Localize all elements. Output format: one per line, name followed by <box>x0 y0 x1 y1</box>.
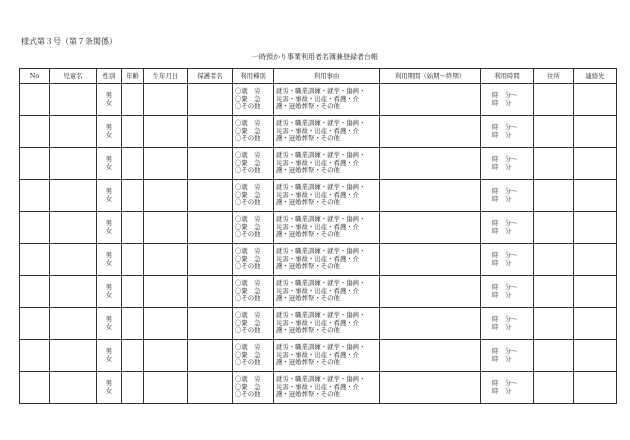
time-end: 時 分 <box>492 130 512 139</box>
cell-use-period[interactable] <box>380 148 481 180</box>
time-end: 時 分 <box>492 258 512 267</box>
cell-use-time[interactable] <box>481 212 534 244</box>
cell-child-name[interactable] <box>50 340 97 372</box>
cell-guardian[interactable] <box>188 276 233 308</box>
sex-female-option: 女 <box>105 194 113 203</box>
type-other-option: 〇その他 <box>235 390 261 399</box>
reason-line-1: 就労・職業訓練・就学・傷病・ <box>276 87 366 96</box>
cell-address[interactable] <box>534 276 574 308</box>
header-use-type: 利用種別 <box>233 69 274 84</box>
reason-line-1: 就労・職業訓練・就学・傷病・ <box>276 375 366 384</box>
cell-sex[interactable] <box>97 148 122 180</box>
cell-guardian[interactable] <box>188 308 233 340</box>
header-birth-date: 生年月日 <box>144 69 188 84</box>
cell-use-period[interactable] <box>380 84 481 116</box>
type-urgent-option: 〇緊 急 <box>235 318 261 327</box>
sex-female-option: 女 <box>105 258 113 267</box>
cell-address[interactable] <box>534 308 574 340</box>
type-urgent-option: 〇緊 急 <box>235 94 261 103</box>
cell-use-time[interactable] <box>481 244 534 276</box>
cell-age[interactable] <box>122 372 144 404</box>
type-work-option: 〇就 労 <box>235 151 261 160</box>
cell-contact[interactable] <box>574 116 617 148</box>
reason-line-3: 護・冠婚葬祭・その他 <box>276 262 340 271</box>
sex-male-option: 男 <box>105 90 113 99</box>
type-other-option: 〇その他 <box>235 198 261 207</box>
time-start: 時 分～ <box>492 122 518 131</box>
cell-birth-date[interactable] <box>144 340 188 372</box>
reason-line-3: 護・冠婚葬祭・その他 <box>276 102 340 111</box>
cell-birth-date[interactable] <box>144 84 188 116</box>
time-end: 時 分 <box>492 290 512 299</box>
cell-guardian[interactable] <box>188 244 233 276</box>
cell-use-reason[interactable] <box>274 116 380 148</box>
sex-female-option: 女 <box>105 386 113 395</box>
type-work-option: 〇就 労 <box>235 87 261 96</box>
cell-guardian[interactable] <box>188 212 233 244</box>
cell-child-name[interactable] <box>50 84 97 116</box>
reason-line-3: 護・冠婚葬祭・その他 <box>276 390 340 399</box>
cell-guardian[interactable] <box>188 116 233 148</box>
type-other-option: 〇その他 <box>235 230 261 239</box>
type-work-option: 〇就 労 <box>235 279 261 288</box>
cell-address[interactable] <box>534 180 574 212</box>
reason-line-1: 就労・職業訓練・就学・傷病・ <box>276 215 366 224</box>
cell-use-reason[interactable] <box>274 148 380 180</box>
cell-address[interactable] <box>534 84 574 116</box>
reason-line-2: 災害・事故・出産・看護・介 <box>276 222 360 231</box>
cell-age[interactable] <box>122 180 144 212</box>
cell-guardian[interactable] <box>188 340 233 372</box>
sex-male-option: 男 <box>105 250 113 259</box>
cell-use-type[interactable] <box>233 212 274 244</box>
registry-table <box>19 68 617 404</box>
cell-no[interactable] <box>20 276 50 308</box>
type-urgent-option: 〇緊 急 <box>235 190 261 199</box>
cell-age[interactable] <box>122 276 144 308</box>
sex-male-option: 男 <box>105 218 113 227</box>
sex-female-option: 女 <box>105 130 113 139</box>
cell-use-period[interactable] <box>380 308 481 340</box>
time-start: 時 分～ <box>492 154 518 163</box>
cell-guardian[interactable] <box>188 180 233 212</box>
reason-line-1: 就労・職業訓練・就学・傷病・ <box>276 279 366 288</box>
time-start: 時 分～ <box>492 282 518 291</box>
time-end: 時 分 <box>492 322 512 331</box>
cell-use-reason[interactable] <box>274 372 380 404</box>
cell-use-period[interactable] <box>380 276 481 308</box>
table-row <box>20 244 617 276</box>
cell-use-reason[interactable] <box>274 212 380 244</box>
cell-age[interactable] <box>122 244 144 276</box>
table-row <box>20 372 617 404</box>
reason-line-2: 災害・事故・出産・看護・介 <box>276 94 360 103</box>
time-start: 時 分～ <box>492 250 518 259</box>
cell-age[interactable] <box>122 308 144 340</box>
cell-birth-date[interactable] <box>144 212 188 244</box>
time-end: 時 分 <box>492 98 512 107</box>
reason-line-1: 就労・職業訓練・就学・傷病・ <box>276 119 366 128</box>
sex-female-option: 女 <box>105 226 113 235</box>
sex-male-option: 男 <box>105 186 113 195</box>
cell-sex[interactable] <box>97 116 122 148</box>
cell-use-type[interactable] <box>233 276 274 308</box>
cell-birth-date[interactable] <box>144 148 188 180</box>
cell-sex[interactable] <box>97 340 122 372</box>
cell-contact[interactable] <box>574 180 617 212</box>
reason-line-1: 就労・職業訓練・就学・傷病・ <box>276 311 366 320</box>
cell-no[interactable] <box>20 116 50 148</box>
reason-line-2: 災害・事故・出産・看護・介 <box>276 318 360 327</box>
reason-line-3: 護・冠婚葬祭・その他 <box>276 198 340 207</box>
time-end: 時 分 <box>492 194 512 203</box>
cell-child-name[interactable] <box>50 276 97 308</box>
cell-use-type[interactable] <box>233 148 274 180</box>
reason-line-2: 災害・事故・出産・看護・介 <box>276 190 360 199</box>
sex-male-option: 男 <box>105 282 113 291</box>
time-start: 時 分～ <box>492 218 518 227</box>
cell-birth-date[interactable] <box>144 308 188 340</box>
cell-address[interactable] <box>534 148 574 180</box>
cell-sex[interactable] <box>97 372 122 404</box>
type-work-option: 〇就 労 <box>235 343 261 352</box>
header-age: 年齢 <box>122 69 144 84</box>
reason-line-1: 就労・職業訓練・就学・傷病・ <box>276 247 366 256</box>
cell-use-type[interactable] <box>233 372 274 404</box>
cell-use-type[interactable] <box>233 116 274 148</box>
cell-child-name[interactable] <box>50 180 97 212</box>
cell-sex[interactable] <box>97 84 122 116</box>
reason-line-2: 災害・事故・出産・看護・介 <box>276 382 360 391</box>
document-title: 一時預かり事業利用者名簿兼登録者台帳 <box>252 53 378 61</box>
form-number: 様式第３号（第７条関係） <box>21 37 117 46</box>
cell-use-time[interactable] <box>481 116 534 148</box>
cell-child-name[interactable] <box>50 212 97 244</box>
cell-sex[interactable] <box>97 244 122 276</box>
type-work-option: 〇就 労 <box>235 119 261 128</box>
cell-age[interactable] <box>122 116 144 148</box>
reason-line-3: 護・冠婚葬祭・その他 <box>276 294 340 303</box>
time-start: 時 分～ <box>492 378 518 387</box>
cell-contact[interactable] <box>574 276 617 308</box>
reason-line-2: 災害・事故・出産・看護・介 <box>276 350 360 359</box>
sex-female-option: 女 <box>105 322 113 331</box>
type-work-option: 〇就 労 <box>235 215 261 224</box>
type-work-option: 〇就 労 <box>235 311 261 320</box>
cell-address[interactable] <box>534 116 574 148</box>
table-row <box>20 116 617 148</box>
reason-line-2: 災害・事故・出産・看護・介 <box>276 158 360 167</box>
type-work-option: 〇就 労 <box>235 183 261 192</box>
cell-use-time[interactable] <box>481 148 534 180</box>
type-other-option: 〇その他 <box>235 102 261 111</box>
cell-birth-date[interactable] <box>144 276 188 308</box>
sex-male-option: 男 <box>105 154 113 163</box>
cell-contact[interactable] <box>574 340 617 372</box>
cell-no[interactable] <box>20 84 50 116</box>
time-start: 時 分～ <box>492 186 518 195</box>
cell-use-reason[interactable] <box>274 340 380 372</box>
cell-child-name[interactable] <box>50 244 97 276</box>
cell-use-type[interactable] <box>233 340 274 372</box>
cell-birth-date[interactable] <box>144 180 188 212</box>
type-urgent-option: 〇緊 急 <box>235 158 261 167</box>
cell-contact[interactable] <box>574 212 617 244</box>
type-urgent-option: 〇緊 急 <box>235 382 261 391</box>
reason-line-1: 就労・職業訓練・就学・傷病・ <box>276 183 366 192</box>
cell-age[interactable] <box>122 212 144 244</box>
cell-child-name[interactable] <box>50 308 97 340</box>
reason-line-1: 就労・職業訓練・就学・傷病・ <box>276 151 366 160</box>
cell-contact[interactable] <box>574 372 617 404</box>
cell-use-time[interactable] <box>481 84 534 116</box>
cell-use-reason[interactable] <box>274 308 380 340</box>
sex-female-option: 女 <box>105 98 113 107</box>
cell-contact[interactable] <box>574 84 617 116</box>
reason-line-2: 災害・事故・出産・看護・介 <box>276 254 360 263</box>
cell-sex[interactable] <box>97 212 122 244</box>
cell-use-time[interactable] <box>481 308 534 340</box>
cell-contact[interactable] <box>574 308 617 340</box>
header-row <box>20 69 617 84</box>
cell-child-name[interactable] <box>50 148 97 180</box>
cell-sex[interactable] <box>97 180 122 212</box>
table-row <box>20 84 617 116</box>
type-other-option: 〇その他 <box>235 358 261 367</box>
header-address: 住所 <box>534 69 574 84</box>
type-urgent-option: 〇緊 急 <box>235 222 261 231</box>
sex-female-option: 女 <box>105 354 113 363</box>
cell-use-type[interactable] <box>233 84 274 116</box>
table-row <box>20 180 617 212</box>
type-urgent-option: 〇緊 急 <box>235 286 261 295</box>
cell-address[interactable] <box>534 372 574 404</box>
cell-no[interactable] <box>20 244 50 276</box>
sex-male-option: 男 <box>105 346 113 355</box>
header-child-name: 児童名 <box>50 69 97 84</box>
header-sex: 性別 <box>97 69 122 84</box>
time-start: 時 分～ <box>492 346 518 355</box>
cell-use-type[interactable] <box>233 180 274 212</box>
type-other-option: 〇その他 <box>235 326 261 335</box>
cell-address[interactable] <box>534 244 574 276</box>
cell-use-time[interactable] <box>481 276 534 308</box>
cell-birth-date[interactable] <box>144 116 188 148</box>
cell-use-reason[interactable] <box>274 244 380 276</box>
reason-line-3: 護・冠婚葬祭・その他 <box>276 166 340 175</box>
header-contact: 連絡先 <box>574 69 617 84</box>
cell-use-period[interactable] <box>380 244 481 276</box>
table-row <box>20 276 617 308</box>
cell-use-time[interactable] <box>481 372 534 404</box>
type-work-option: 〇就 労 <box>235 247 261 256</box>
sex-female-option: 女 <box>105 162 113 171</box>
cell-use-time[interactable] <box>481 340 534 372</box>
cell-age[interactable] <box>122 84 144 116</box>
table-row <box>20 212 617 244</box>
header-no: No <box>20 69 50 84</box>
time-end: 時 分 <box>492 226 512 235</box>
type-work-option: 〇就 労 <box>235 375 261 384</box>
cell-sex[interactable] <box>97 276 122 308</box>
cell-no[interactable] <box>20 340 50 372</box>
sex-male-option: 男 <box>105 122 113 131</box>
cell-use-reason[interactable] <box>274 180 380 212</box>
cell-contact[interactable] <box>574 148 617 180</box>
cell-use-reason[interactable] <box>274 276 380 308</box>
cell-birth-date[interactable] <box>144 372 188 404</box>
cell-guardian[interactable] <box>188 148 233 180</box>
cell-use-type[interactable] <box>233 308 274 340</box>
sex-male-option: 男 <box>105 378 113 387</box>
cell-use-period[interactable] <box>380 340 481 372</box>
reason-line-2: 災害・事故・出産・看護・介 <box>276 286 360 295</box>
cell-use-type[interactable] <box>233 244 274 276</box>
header-use-period: 利用期間（始期～終期） <box>380 69 481 84</box>
time-end: 時 分 <box>492 386 512 395</box>
cell-child-name[interactable] <box>50 372 97 404</box>
type-other-option: 〇その他 <box>235 262 261 271</box>
reason-line-1: 就労・職業訓練・就学・傷病・ <box>276 343 366 352</box>
cell-use-period[interactable] <box>380 116 481 148</box>
type-other-option: 〇その他 <box>235 294 261 303</box>
reason-line-3: 護・冠婚葬祭・その他 <box>276 326 340 335</box>
cell-sex[interactable] <box>97 308 122 340</box>
cell-use-period[interactable] <box>380 212 481 244</box>
reason-line-2: 災害・事故・出産・看護・介 <box>276 126 360 135</box>
cell-use-period[interactable] <box>380 180 481 212</box>
header-guardian: 保護者名 <box>188 69 233 84</box>
cell-use-reason[interactable] <box>274 84 380 116</box>
cell-no[interactable] <box>20 148 50 180</box>
time-start: 時 分～ <box>492 90 518 99</box>
sex-female-option: 女 <box>105 290 113 299</box>
type-urgent-option: 〇緊 急 <box>235 254 261 263</box>
cell-contact[interactable] <box>574 244 617 276</box>
table-row <box>20 148 617 180</box>
type-urgent-option: 〇緊 急 <box>235 126 261 135</box>
cell-no[interactable] <box>20 212 50 244</box>
cell-birth-date[interactable] <box>144 244 188 276</box>
cell-guardian[interactable] <box>188 372 233 404</box>
type-other-option: 〇その他 <box>235 166 261 175</box>
time-start: 時 分～ <box>492 314 518 323</box>
cell-child-name[interactable] <box>50 116 97 148</box>
table-row <box>20 340 617 372</box>
header-use-time: 利用時間 <box>481 69 534 84</box>
cell-no[interactable] <box>20 372 50 404</box>
type-urgent-option: 〇緊 急 <box>235 350 261 359</box>
time-end: 時 分 <box>492 354 512 363</box>
sex-male-option: 男 <box>105 314 113 323</box>
time-end: 時 分 <box>492 162 512 171</box>
cell-use-period[interactable] <box>380 372 481 404</box>
reason-line-3: 護・冠婚葬祭・その他 <box>276 358 340 367</box>
cell-address[interactable] <box>534 340 574 372</box>
cell-age[interactable] <box>122 148 144 180</box>
cell-use-time[interactable] <box>481 180 534 212</box>
type-other-option: 〇その他 <box>235 134 261 143</box>
cell-age[interactable] <box>122 340 144 372</box>
table-row <box>20 308 617 340</box>
cell-no[interactable] <box>20 308 50 340</box>
reason-line-3: 護・冠婚葬祭・その他 <box>276 230 340 239</box>
table-body <box>20 84 617 404</box>
header-use-reason: 利用事由 <box>274 69 380 84</box>
cell-guardian[interactable] <box>188 84 233 116</box>
cell-address[interactable] <box>534 212 574 244</box>
cell-no[interactable] <box>20 180 50 212</box>
reason-line-3: 護・冠婚葬祭・その他 <box>276 134 340 143</box>
